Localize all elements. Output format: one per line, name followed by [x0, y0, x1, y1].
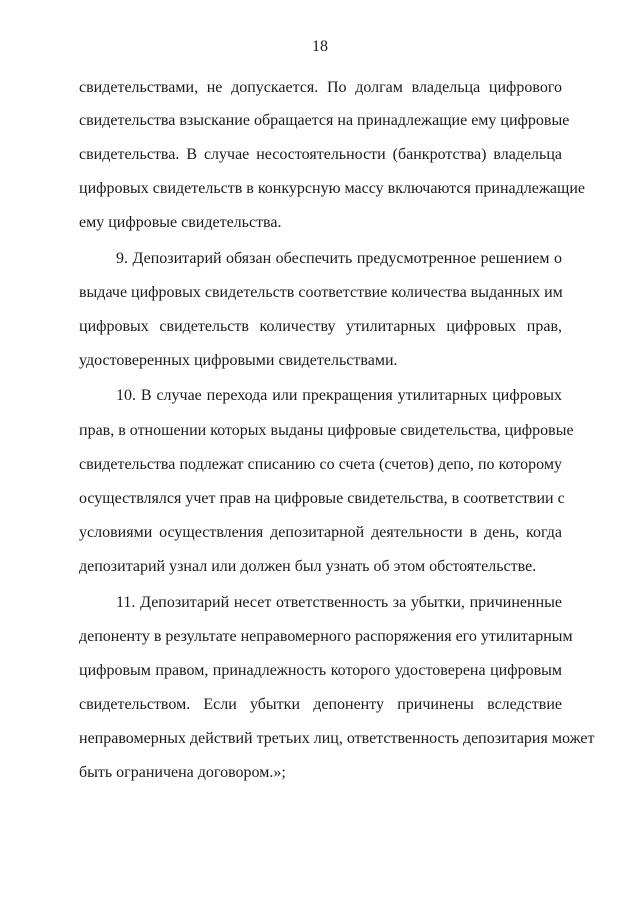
text-line: цифровым правом, принадлежность которого удостоверена цифровым — [79, 662, 562, 679]
text-line: осуществлялся учет прав на цифровые свидетельства, в соответствии с — [79, 490, 565, 507]
text-line: цифровых свидетельств в конкурсную массу включаются принадлежащие — [79, 180, 585, 197]
text-line: свидетельства. В случае несостоятельности (банкротства) владельца — [79, 146, 562, 163]
text-line: удостоверенных цифровыми свидетельствами. — [79, 352, 398, 369]
text-line: цифровых свидетельств количеству утилитарных цифровых прав, — [79, 318, 562, 335]
text-line: быть ограничена договором.»; — [79, 764, 286, 781]
page-number: 18 — [312, 38, 328, 55]
text-line: неправомерных действий третьих лиц, ответственность депозитария может — [79, 730, 595, 747]
text-line: условиями осуществления депозитарной деятельности в день, когда — [79, 524, 562, 541]
text-line: свидетельства взыскание обращается на принадлежащие ему цифровые — [79, 112, 570, 129]
text-line: свидетельствами, не допускается. По долгам владельца цифрового — [79, 79, 562, 96]
text-line: депозитарий узнал или должен был узнать об этом обстоятельстве. — [79, 558, 537, 575]
text-line: депоненту в результате неправомерного распоряжения его утилитарным — [79, 628, 573, 645]
text-line: прав, в отношении которых выданы цифровые свидетельства, цифровые — [79, 422, 574, 439]
text-line: свидетельством. Если убытки депоненту причинены вследствие — [79, 696, 562, 713]
text-line: свидетельства подлежат списанию со счета (счетов) депо, по которому — [79, 456, 562, 473]
paragraph-first-line: 11. Депозитарий несет ответственность за убытки, причиненные — [116, 594, 562, 611]
paragraph-first-line: 9. Депозитарий обязан обеспечить предусмотренное решением о — [116, 250, 562, 267]
text-line: ему цифровые свидетельства. — [79, 214, 282, 231]
paragraph-first-line: 10. В случае перехода или прекращения утилитарных цифровых — [116, 387, 562, 404]
text-line: выдаче цифровых свидетельств соответствие количества выданных им — [79, 284, 563, 301]
